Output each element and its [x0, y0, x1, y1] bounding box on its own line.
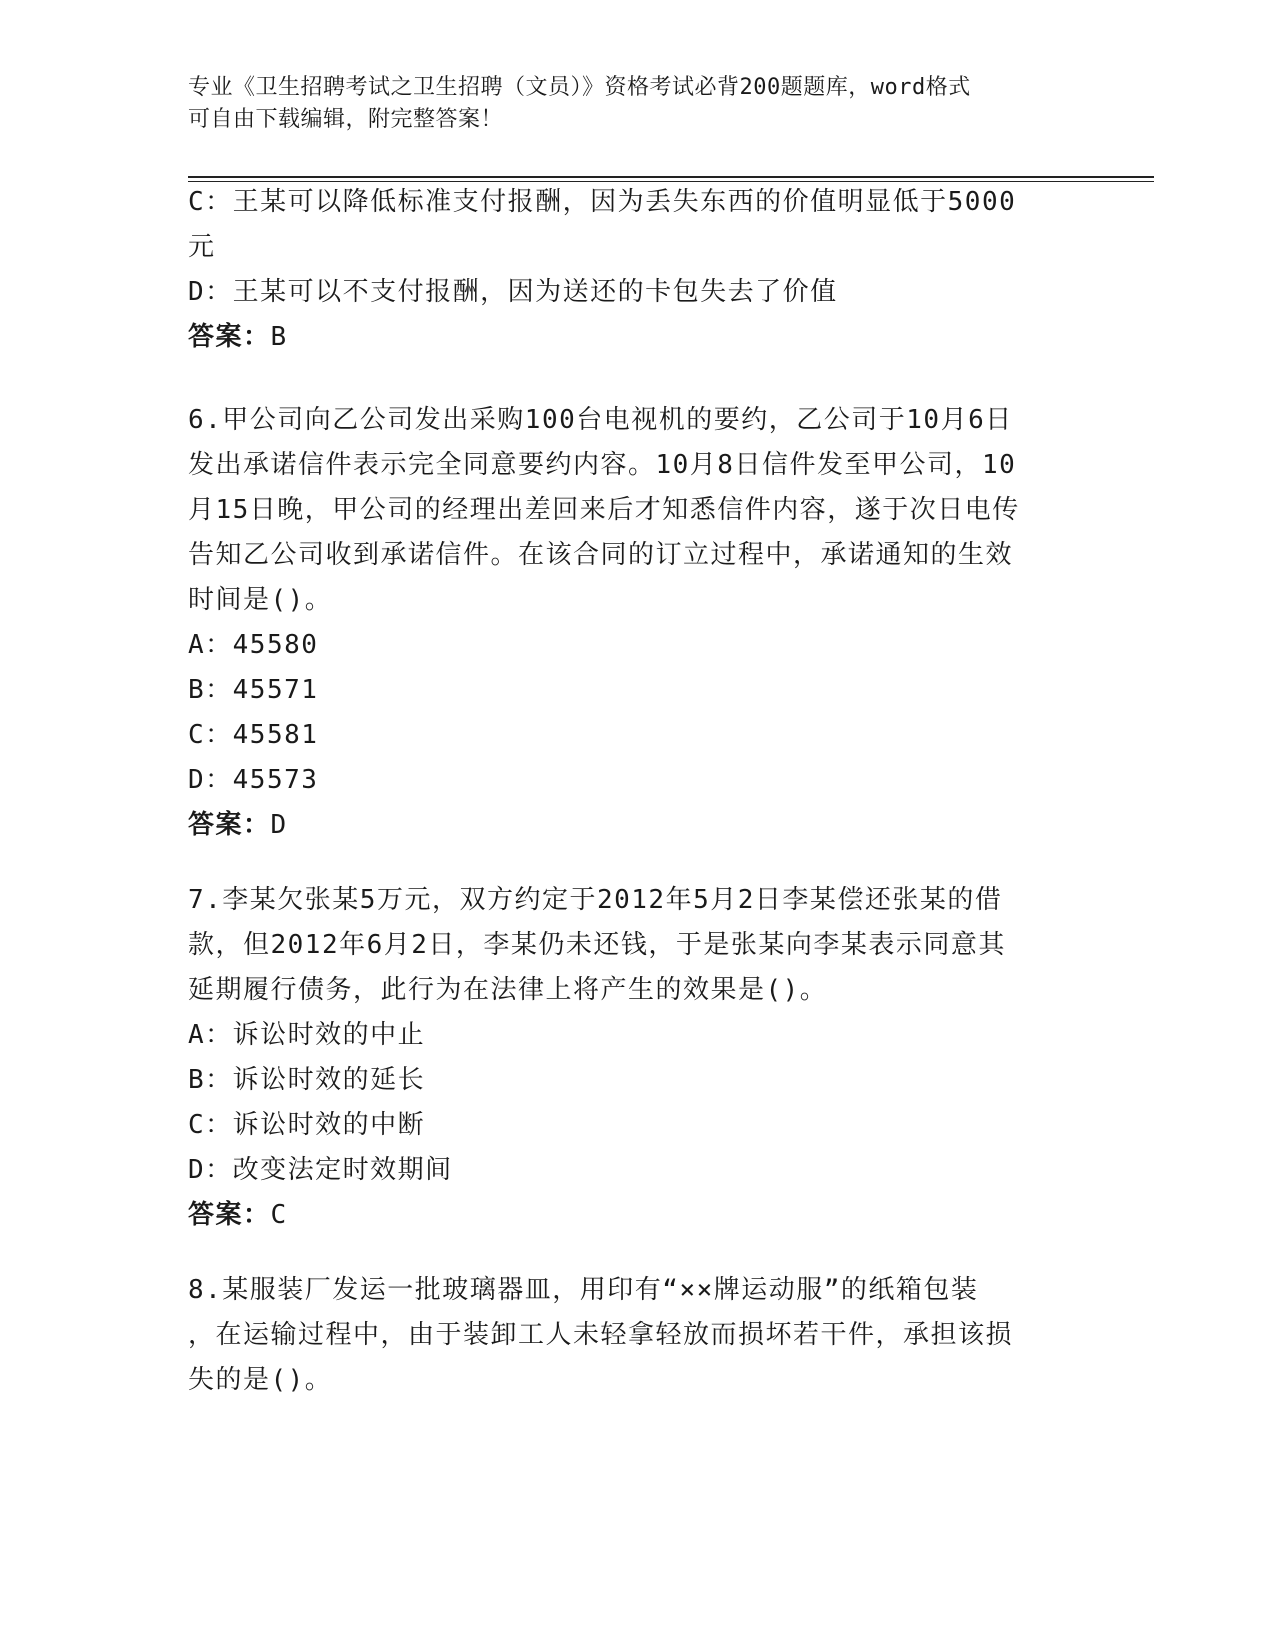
question-stem-line: 延期履行债务，此行为在法律上将产生的效果是()。	[188, 975, 828, 1005]
document-header	[188, 72, 1068, 136]
question-stem-line: 失的是()。	[188, 1365, 333, 1395]
question-stem-line: 时间是()。	[188, 585, 333, 615]
option-d: D：王某可以不支付报酬，因为送还的卡包失去了价值	[188, 277, 838, 307]
option-c: C：45581	[188, 720, 319, 750]
answer-value: C	[270, 1200, 288, 1230]
option-b: B：45571	[188, 675, 319, 705]
question-stem-line: 8.某服装厂发运一批玻璃器皿，用印有“××牌运动服”的纸箱包装	[188, 1275, 979, 1305]
option-a: A：诉讼时效的中止	[188, 1020, 426, 1050]
option-a: A：45580	[188, 630, 319, 660]
question-stem-line: ，在运输过程中，由于装卸工人未轻拿轻放而损坏若干件，承担该损	[188, 1320, 1014, 1350]
option-c: C：王某可以降低标准支付报酬，因为丢失东西的价值明显低于5000	[188, 187, 1017, 217]
option-c: C：诉讼时效的中断	[188, 1110, 426, 1140]
answer-line	[188, 315, 1088, 360]
answer-line	[188, 803, 1088, 848]
header-line-2: 可自由下载编辑，附完整答案！	[188, 107, 504, 132]
question-8	[188, 1268, 1088, 1403]
option-b: B：诉讼时效的延长	[188, 1065, 426, 1095]
question-7	[188, 878, 1088, 1238]
answer-value: D	[270, 810, 288, 840]
question-stem-line: 月15日晚，甲公司的经理出差回来后才知悉信件内容，遂于次日电传	[188, 495, 1020, 525]
question-stem-line: 款，但2012年6月2日，李某仍未还钱，于是张某向李某表示同意其	[188, 930, 1006, 960]
answer-line	[188, 1193, 1088, 1238]
answer-value: B	[270, 322, 288, 352]
answer-label: 答案：	[188, 322, 271, 352]
option-d: D：改变法定时效期间	[188, 1155, 453, 1185]
question-stem-line: 7.李某欠张某5万元，双方约定于2012年5月2日李某偿还张某的借	[188, 885, 1003, 915]
question-stem-line: 告知乙公司收到承诺信件。在该合同的订立过程中，承诺通知的生效	[188, 540, 1014, 570]
question-stem-line: 6.甲公司向乙公司发出采购100台电视机的要约，乙公司于10月6日	[188, 405, 1013, 435]
option-c-continuation: 元	[188, 232, 216, 262]
question-5-tail	[188, 180, 1088, 360]
question-stem-line: 发出承诺信件表示完全同意要约内容。10月8日信件发至甲公司，10	[188, 450, 1017, 480]
header-line-1: 专业《卫生招聘考试之卫生招聘（文员）》资格考试必背200题题库，word格式	[188, 75, 971, 100]
question-6	[188, 398, 1088, 848]
answer-label: 答案：	[188, 1200, 271, 1230]
option-d: D：45573	[188, 765, 319, 795]
answer-label: 答案：	[188, 810, 271, 840]
